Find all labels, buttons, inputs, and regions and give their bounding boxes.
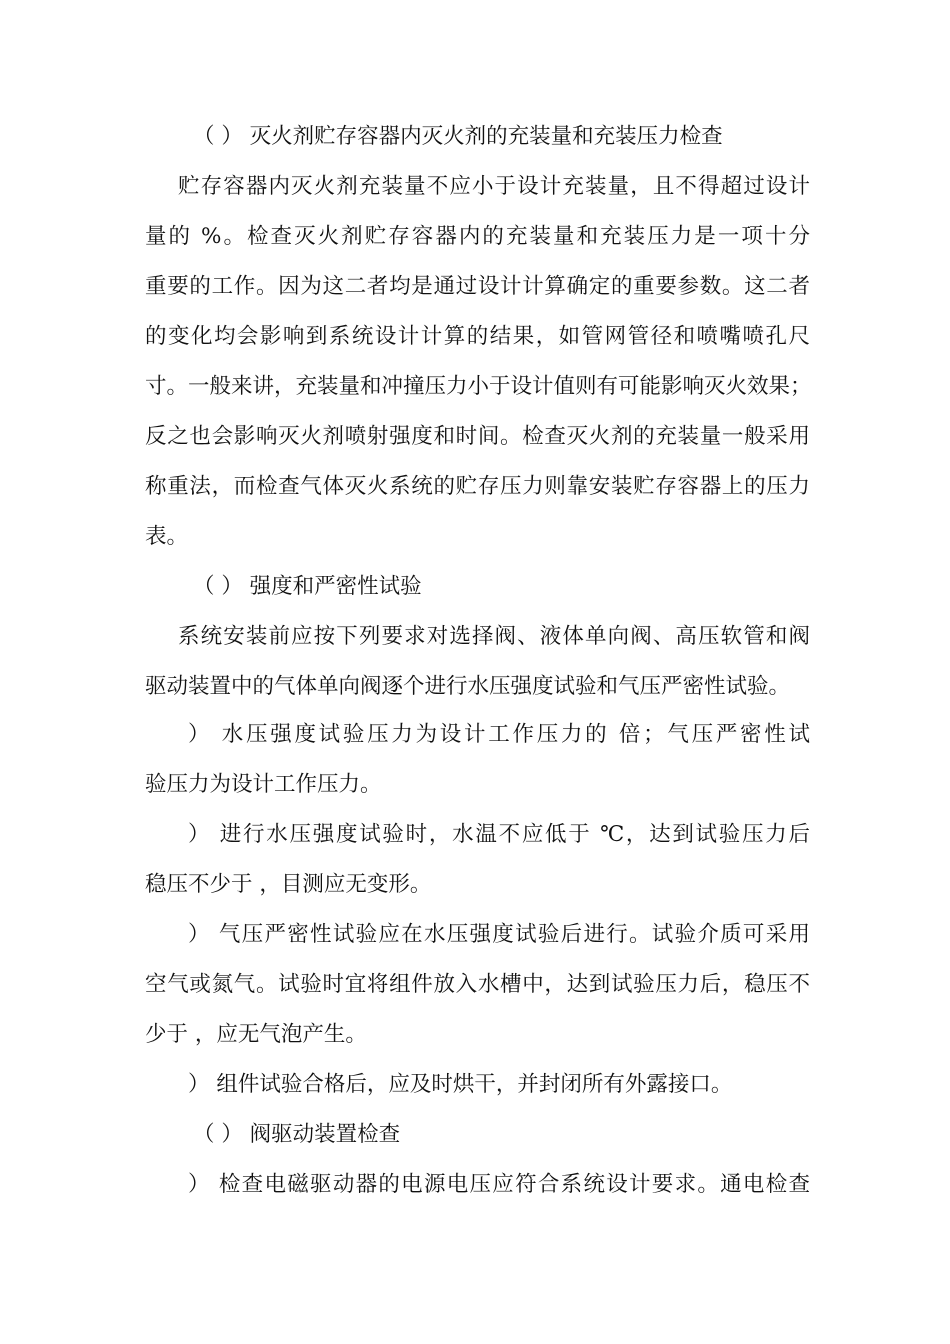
list-item-line: ） 水压强度试验压力为设计工作压力的 倍；气压严密性试: [188, 722, 810, 747]
paragraph-line: 反之也会影响灭火剂喷射强度和时间。检查灭火剂的充装量一般采用: [145, 424, 810, 449]
section-heading-valve-drive-check: （ ） 阀驱动装置检查: [193, 1122, 401, 1147]
section-heading-strength-test: （ ） 强度和严密性试验: [193, 574, 422, 599]
paragraph-line: 量的 %。检查灭火剂贮存容器内的充装量和充装压力是一项十分: [145, 224, 810, 249]
paragraph-line: 贮存容器内灭火剂充装量不应小于设计充装量，且不得超过设计: [178, 174, 810, 199]
list-item-line: 空气或氮气。试验时宜将组件放入水槽中，达到试验压力后，稳压不: [145, 972, 810, 997]
paragraph-line: 表。: [145, 524, 189, 549]
paragraph-line: 系统安装前应按下列要求对选择阀、液体单向阀、高压软管和阀: [178, 624, 810, 649]
paragraph-line: 重要的工作。因为这二者均是通过设计计算确定的重要参数。这二者: [145, 274, 810, 299]
list-item-line: ） 检查电磁驱动器的电源电压应符合系统设计要求。通电检查: [188, 1172, 810, 1197]
list-item-line: ） 气压严密性试验应在水压强度试验后进行。试验介质可采用: [188, 922, 810, 947]
list-item-line: 稳压不少于 ，目测应无变形。: [145, 872, 432, 897]
list-item-line: 验压力为设计工作压力。: [145, 772, 382, 797]
paragraph-line: 寸。一般来讲，充装量和冲撞压力小于设计值则有可能影响灭火效果；: [145, 374, 812, 399]
section-heading-charge-check: （ ） 灭火剂贮存容器内灭火剂的充装量和充装压力检查: [193, 124, 723, 149]
list-item-line: ） 进行水压强度试验时，水温不应低于 ℃，达到试验压力后: [188, 822, 810, 847]
paragraph-line: 驱动装置中的气体单向阀逐个进行水压强度试验和气压严密性试验。: [145, 674, 791, 699]
paragraph-line: 的变化均会影响到系统设计计算的结果，如管网管径和喷嘴喷孔尺: [145, 324, 810, 349]
list-item-line: 少于 ，应无气泡产生。: [145, 1022, 367, 1047]
list-item-line: ） 组件试验合格后，应及时烘干，并封闭所有外露接口。: [188, 1072, 733, 1097]
paragraph-line: 称重法，而检查气体灭火系统的贮存压力则靠安装贮存容器上的压力: [145, 474, 810, 499]
